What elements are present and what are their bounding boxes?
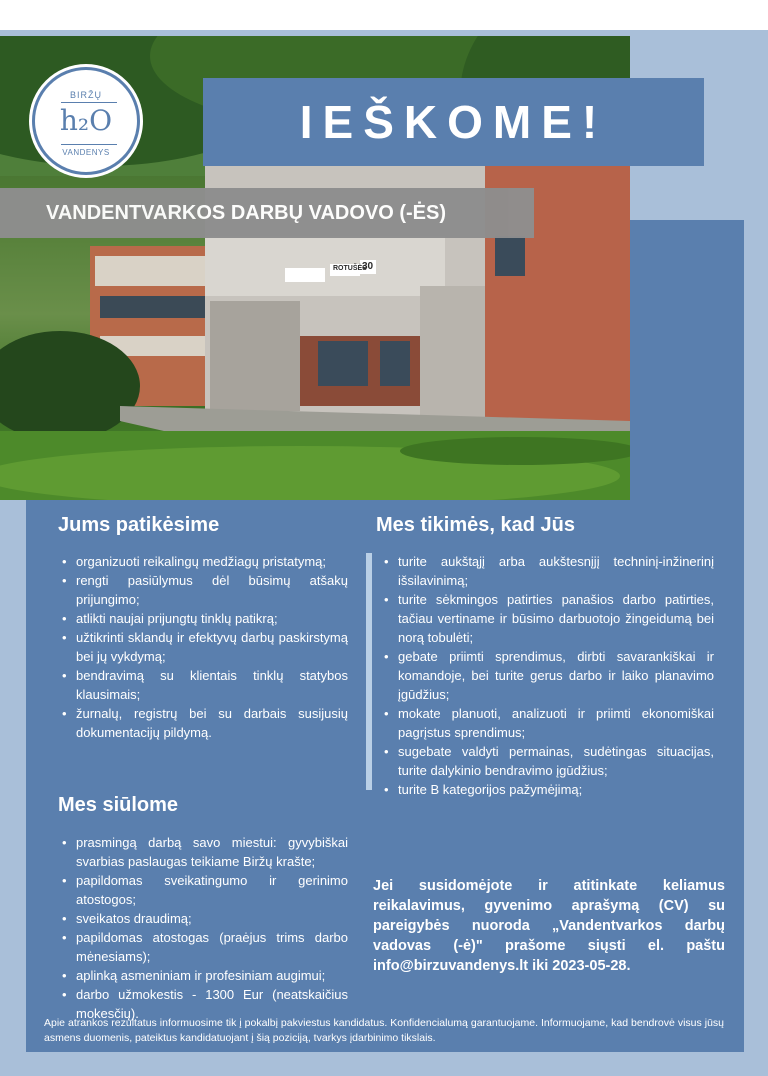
headline: IEŠKOME! [203,78,704,166]
list-item: • sugebate valdyti permainas, sudėtingas situacijas, turite dalykinio bendravimo įgūdžius; [380,742,714,780]
list-item: • bendravimą su klientais tinklų statybos klausimais; [58,666,348,704]
list-item: • turite B kategorijos pažymėjimą; [380,780,714,799]
list-item: • gebate priimti sprendimus, dirbti savarankiškai ir komandoje, bei turite gerus darbo ir laiko planavimo įgūdžius; [380,647,714,704]
column-divider [366,553,372,790]
logo-bottom-text: VANDENYS [62,148,110,157]
list-item: • aplinką asmeniniam ir profesiniam augimui; [58,966,348,985]
footer-note: Apie atrankos rezultatus informuosime tik į pokalbį pakviestus kandidatus. Konfidencialumą garantuojame. Informuojame, kad bendrovė visus jūsų asmens duomenis, pateiktus kandidatuojant į šią poziciją, tvarkys įdarbinimo tikslais. [44,1017,724,1044]
list-item: • mokate planuoti, analizuoti ir priimti ekonomiškai pagrįstus sprendimus; [380,704,714,742]
list-item: • papildomas sveikatingumo ir gerinimo atostogos; [58,871,348,909]
logo-rule-top [61,102,117,103]
position-title: VANDENTVARKOS DARBŲ VADOVO (-ĖS) [0,188,534,238]
list-item: • užtikrinti sklandų ir efektyvų darbų paskirstymą bei jų vykdymą; [58,628,348,666]
list-item: • sveikatos draudimą; [58,909,348,928]
list-item: • papildomas atostogas (praėjus trims darbo mėnesiams); [58,928,348,966]
list-item: • darbo užmokestis - 1300 Eur (neatskaičius mokesčių). [58,985,348,1023]
list-item: • organizuoti reikalingų medžiagų pristatymą; [58,552,348,571]
we-trust-list [58,552,348,742]
list-item: • turite aukštąjį arba aukštesnįjį techninį-inžinerinį išsilavinimą; [380,552,714,590]
list-item: • atlikti naujai prijungtų tinklų patikrą; [58,609,348,628]
application-instructions: Jei susidomėjote ir atitinkate keliamus reikalavimus, gyvenimo aprašymą (CV) su pareigybės nuoroda „Vandentvarkos darbų vadovas (-ė)" prašome siųsti el. paštu info@birzuvandenys.lt iki 2023-05-28. [373,878,725,974]
section-title-we-trust: Jums patikėsime [58,514,220,536]
building-sign-number: 30 [362,261,374,272]
list-item: • turite sėkmingos patirties panašios darbo patirties, tačiau vertiname ir būsimo darbuotojo žingeidumą bei norą tobulėti; [380,590,714,647]
top-white-band [0,0,768,30]
list-item: • žurnalų, registrų bei su darbais susijusių dokumentacijų pildymą. [58,704,348,742]
water-drop-icon: h₂O [59,104,113,137]
we-expect-list [380,552,714,799]
section-title-we-offer: Mes siūlome [58,794,179,816]
logo-top-text: BIRŽŲ [70,90,102,100]
section-title-we-expect: Mes tikimės, kad Jūs [376,514,575,536]
list-item: • prasmingą darbą savo miestui: gyvybiškai svarbias paslaugas teikiame Biržų krašte; [58,833,348,871]
building-sign-street: ROTUŠĖS [333,265,367,272]
list-item: • rengti pasiūlymus dėl būsimų atšakų prijungimo; [58,571,348,609]
we-offer-list [58,833,348,1023]
logo-rule-bottom [61,144,117,145]
company-logo [32,67,140,175]
